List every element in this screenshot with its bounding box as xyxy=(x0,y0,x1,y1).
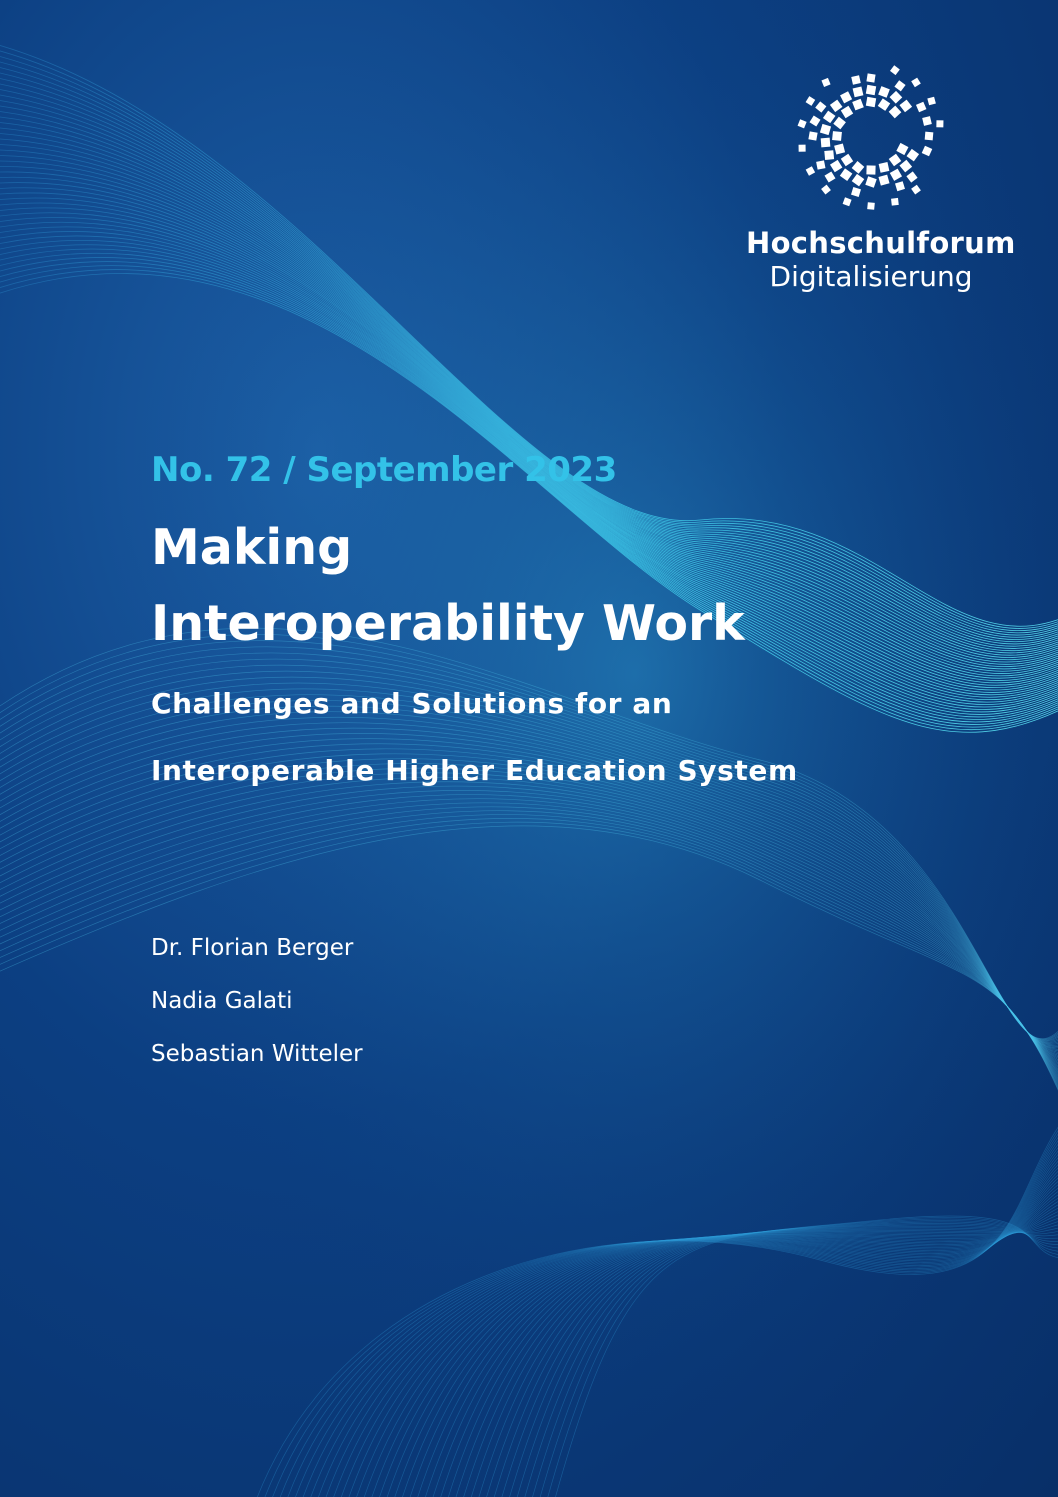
logo-square xyxy=(889,106,902,119)
logo-square xyxy=(799,145,806,152)
logo-square xyxy=(851,75,861,85)
logo-square xyxy=(852,174,865,187)
logo-square xyxy=(806,166,815,175)
author-list xyxy=(151,922,971,1081)
logo-square xyxy=(851,187,861,197)
logo-square xyxy=(890,91,903,104)
logo-square xyxy=(922,116,932,126)
logo-square xyxy=(866,97,876,107)
logo-square xyxy=(866,85,876,95)
logo-square xyxy=(925,132,934,141)
author-name: Nadia Galati xyxy=(151,988,293,1014)
author-name: Dr. Florian Berger xyxy=(151,935,354,961)
logo-square xyxy=(841,106,853,118)
hfd-logo-icon xyxy=(781,44,961,220)
logo-square xyxy=(878,175,889,186)
logo-square xyxy=(899,160,912,173)
logo-square xyxy=(824,150,834,160)
logo-square xyxy=(899,100,912,113)
logo-square xyxy=(890,169,902,181)
logo-square xyxy=(832,131,842,141)
logo-square xyxy=(911,185,921,195)
report-subtitle xyxy=(151,670,971,804)
logo-square xyxy=(821,185,831,195)
logo-square xyxy=(907,149,920,162)
logo-square xyxy=(879,162,890,173)
logo-square xyxy=(843,197,852,206)
logo-square xyxy=(866,73,875,82)
logo-square xyxy=(906,171,917,182)
logo-square xyxy=(809,115,820,126)
logo-square xyxy=(867,202,875,210)
logo-square xyxy=(890,65,900,75)
logo-square xyxy=(815,101,826,112)
logo-square xyxy=(865,176,876,187)
logo-square xyxy=(927,97,936,106)
logo-square xyxy=(808,131,817,140)
logo-square xyxy=(820,124,831,135)
logo-square xyxy=(852,161,865,174)
logo-square xyxy=(821,78,830,87)
logo-square xyxy=(866,165,875,174)
logo-square xyxy=(895,181,905,191)
logo-square xyxy=(834,144,845,155)
logo-square xyxy=(830,100,843,113)
logo-square xyxy=(806,96,816,106)
cover-text xyxy=(151,446,971,1081)
logo-square xyxy=(840,168,853,181)
logo-square xyxy=(936,120,943,127)
author-name: Sebastian Witteler xyxy=(151,1041,363,1067)
logo-square xyxy=(841,154,853,166)
logo-square xyxy=(922,146,933,157)
subtitle-line: Challenges and Solutions for an xyxy=(151,687,673,720)
logo-square xyxy=(852,99,864,111)
logo-square xyxy=(823,111,836,124)
logo-square xyxy=(853,87,864,98)
logo-square xyxy=(830,160,842,172)
publisher-name-sub: Digitalisierung xyxy=(769,260,973,293)
logo-square xyxy=(833,117,846,130)
logo-square xyxy=(916,102,926,112)
report-title: Making Interoperability Work xyxy=(151,519,745,652)
logo-square xyxy=(889,154,902,167)
publisher-name: Hochschulforum xyxy=(746,226,1016,260)
logo-square xyxy=(878,98,890,110)
logo-square xyxy=(816,160,825,169)
logo-square xyxy=(798,119,807,128)
issue-label: No. 72 / September 2023 xyxy=(151,450,617,490)
logo-square xyxy=(821,138,831,148)
logo-square xyxy=(891,198,899,206)
logo-square xyxy=(878,86,890,98)
logo-square xyxy=(825,172,836,183)
logo-square xyxy=(840,91,852,103)
subtitle-line: Interoperable Higher Education System xyxy=(151,754,798,787)
logo-square xyxy=(911,78,921,88)
logo-square xyxy=(896,143,908,155)
publisher-logo xyxy=(746,44,1016,294)
logo-square xyxy=(894,80,905,91)
